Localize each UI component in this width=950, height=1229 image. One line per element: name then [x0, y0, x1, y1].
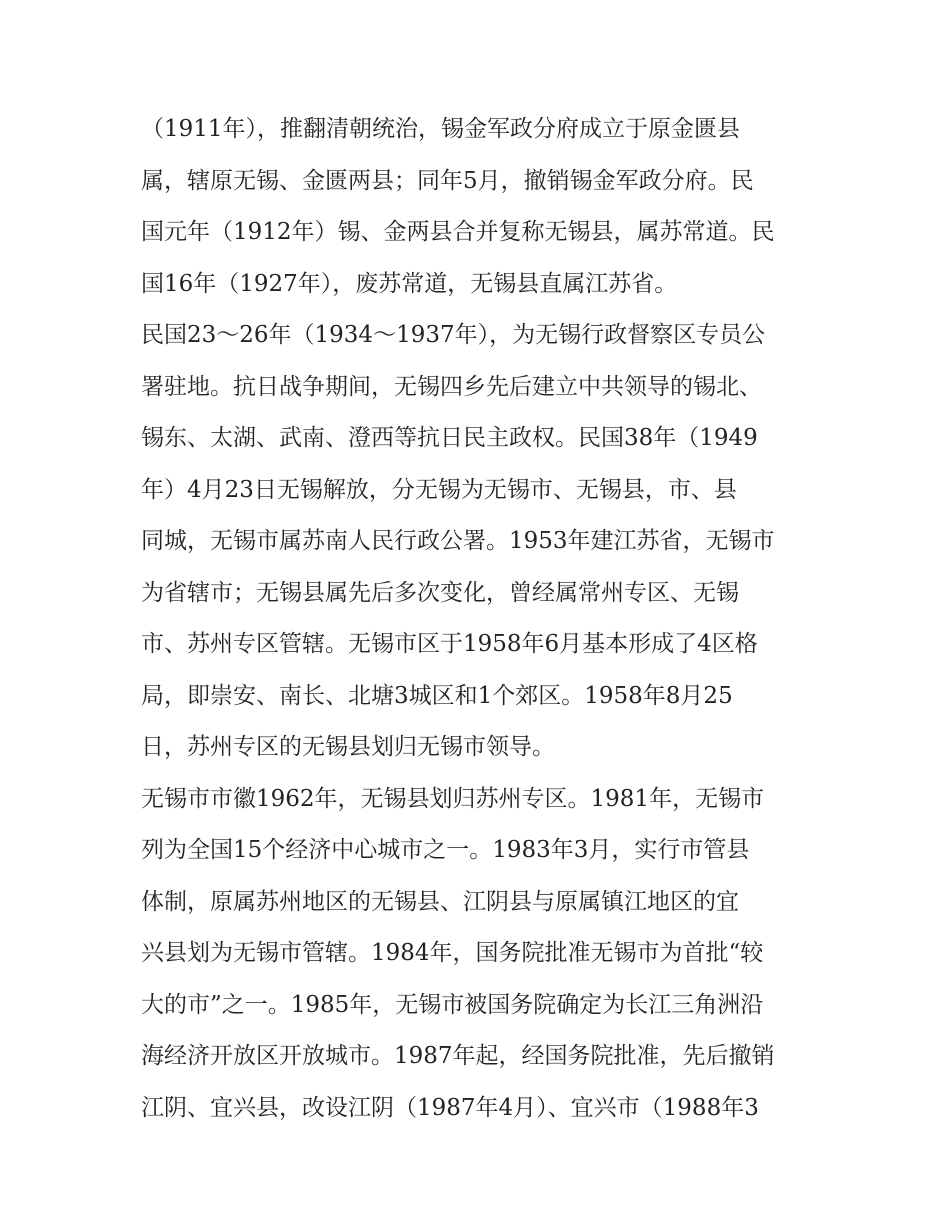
- text-line: 体制，原属苏州地区的无锡县、江阴县与原属镇江地区的宜: [141, 888, 739, 915]
- text-line: 为省辖市；无锡县属先后多次变化，曾经属常州专区、无锡: [141, 579, 739, 606]
- text-line: 海经济开放区开放城市。1987年起，经国务院批准，先后撤销: [141, 1043, 775, 1069]
- text-line: 江阴、宜兴县，改设江阴（1987年4月）、宜兴市（1988年3: [141, 1094, 759, 1121]
- text-line: 锡东、太湖、武南、澄西等抗日民主政权。民国38年（1949: [141, 425, 758, 451]
- text-line: 民国23～26年（1934～1937年），为无锡行政督察区专员公: [141, 322, 766, 348]
- text-line: 局，即崇安、南长、北塘3城区和1个郊区。1958年8月25: [141, 682, 733, 709]
- text-line: 国元年（1912年）锡、金两县合并复称无锡县，属苏常道。民: [141, 219, 775, 245]
- text-line: 属，辖原无锡、金匮两县；同年5月，撤销锡金军政分府。民: [141, 167, 754, 194]
- text-line: 大的市”之一。1985年，无锡市被国务院确定为长江三角洲沿: [141, 991, 764, 1018]
- text-line: 日，苏州专区的无锡县划归无锡市领导。: [141, 734, 555, 760]
- text-line: 署驻地。抗日战争期间，无锡四乡先后建立中共领导的锡北、: [141, 373, 762, 400]
- body-text: [141, 110, 821, 1140]
- text-line: 同城，无锡市属苏南人民行政公署。1953年建江苏省，无锡市: [141, 528, 775, 554]
- text-line: 兴县划为无锡市管辖。1984年，国务院批准无锡市为首批“较: [141, 940, 764, 966]
- text-line: （1911年），推翻清朝统治，锡金军政分府成立于原金匮县: [141, 116, 741, 142]
- text-line: 列为全国15个经济中心城市之一。1983年3月，实行市管县: [141, 837, 750, 863]
- text-line: 年）4月23日无锡解放，分无锡为无锡市、无锡县，市、县: [141, 476, 737, 503]
- text-line: 国16年（1927年），废苏常道，无锡县直属江苏省。: [141, 270, 678, 297]
- text-line: 市、苏州专区管辖。无锡市区于1958年6月基本形成了4区格: [141, 631, 758, 657]
- text-line: 无锡市市徽1962年，无锡县划归苏州专区。1981年，无锡市: [141, 785, 765, 812]
